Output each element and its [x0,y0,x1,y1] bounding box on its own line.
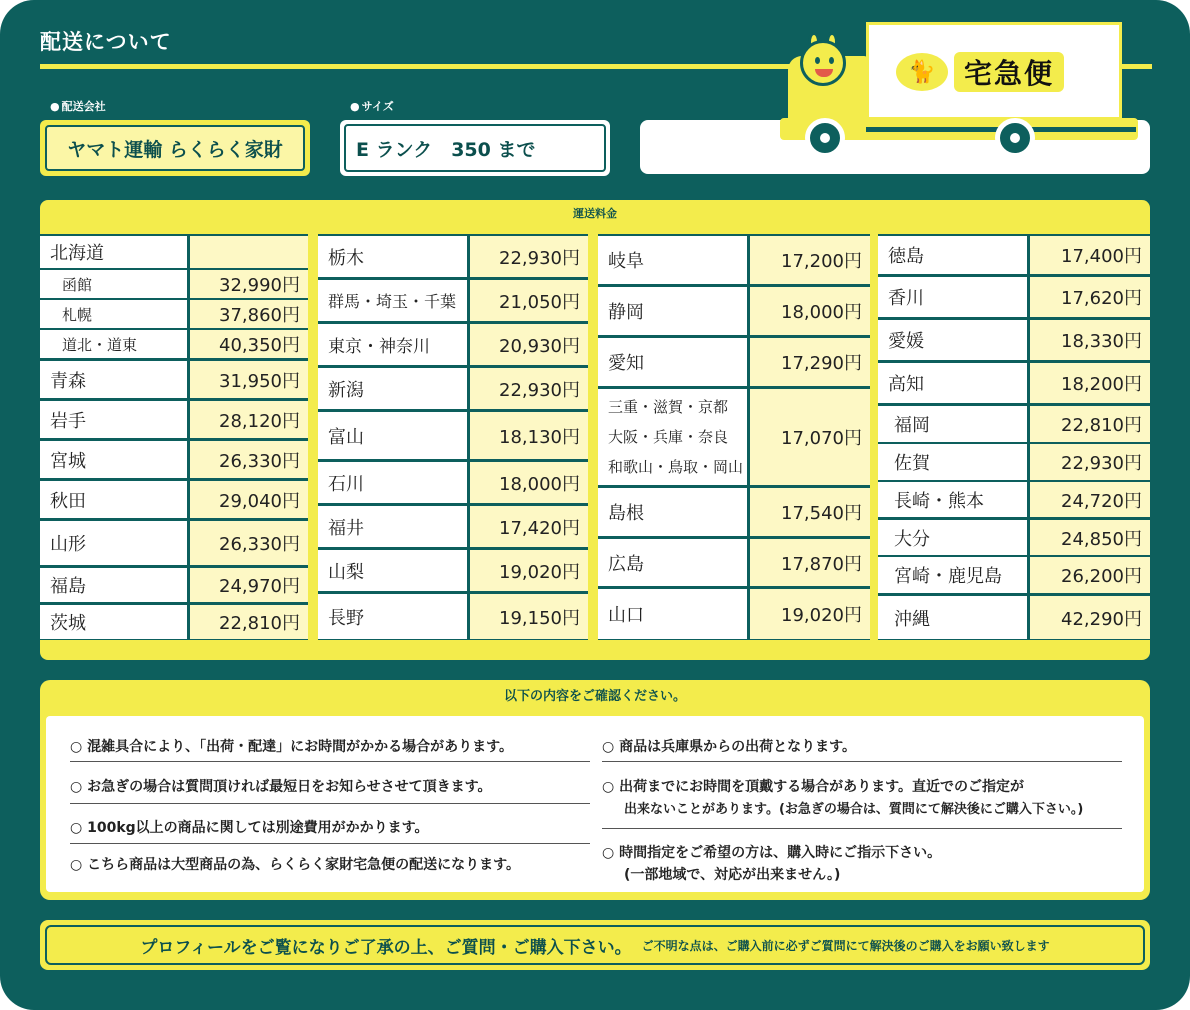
mascot-face-icon [800,40,846,86]
region-name: 沖縄 [878,596,1030,639]
fee: 22,930円 [470,368,588,409]
note-item: ○ こちら商品は大型商品の為、らくらく家財宅急便の配送になります。 [70,857,520,873]
rate-row [318,594,588,639]
fee: 17,540円 [750,488,870,536]
fee: 20,930円 [470,324,588,365]
fee: 18,200円 [1030,363,1150,403]
region-name: 宮城 [40,441,190,478]
fee: 18,000円 [470,462,588,503]
region-name: 福井 [318,506,470,547]
region-name: 道北・道東 [40,330,190,358]
note-item: ○ 100kg以上の商品に関しては別途費用がかかります。 [70,820,429,836]
rate-row [318,236,588,277]
region-name: 秋田 [40,481,190,518]
company-value: ヤマト運輸 らくらく家財 [45,125,305,171]
rate-column-3 [598,234,870,640]
footer-main-text: プロフィールをご覧になりご了承の上、ご質問・ご購入下さい。 [140,937,632,958]
region-name: 和歌山・鳥取・岡山 [608,458,744,476]
rate-table [40,200,1150,660]
fee: 18,000円 [750,287,870,335]
rate-row [878,406,1150,442]
note-item: ○ 混雑具合により、「出荷・配達」にお時間がかかる場合があります。 [70,739,513,755]
note-item: ○ 出荷までにお時間を頂戴する場合があります。直近でのご指定が [602,779,1024,795]
region-name: 愛媛 [878,320,1030,360]
region-name: 福島 [40,568,190,602]
page-title: 配送について [40,30,172,54]
fee: 28,120円 [190,401,308,438]
rate-row [40,441,308,478]
rate-row [318,412,588,459]
fee: 29,040円 [190,481,308,518]
rate-row [598,338,870,386]
rate-row [40,236,308,268]
fee: 17,070円 [750,389,870,485]
rate-row [40,300,308,328]
note-item: ○ お急ぎの場合は質問頂ければ最短日をお知らせさせて頂きます。 [70,779,492,795]
rate-row [40,361,308,398]
rate-row [878,277,1150,317]
wheel-icon [995,118,1035,158]
takkyubin-logo [896,50,1096,94]
region-name: 徳島 [878,236,1030,274]
rate-row [878,363,1150,403]
region-name: 大阪・兵庫・奈良 [608,428,729,446]
rate-row [40,330,308,358]
fee: 17,200円 [750,236,870,284]
confirmation-body [46,716,1144,892]
rate-row [878,520,1150,555]
rate-row [878,444,1150,480]
region-name: 山梨 [318,550,470,591]
rate-row [40,401,308,438]
rate-row [318,550,588,591]
rate-row [598,236,870,284]
region-name: 島根 [598,488,750,536]
fee: 19,150円 [470,594,588,639]
region-name: 山口 [598,589,750,639]
fee: 17,620円 [1030,277,1150,317]
divider [70,803,590,804]
fee: 26,330円 [190,521,308,565]
region-name: 東京・神奈川 [318,324,470,365]
truck-rail [1122,64,1152,69]
fee [190,236,308,268]
divider [70,761,590,762]
region-name: 佐賀 [878,444,1030,480]
rate-row [598,287,870,335]
region-name: 香川 [878,277,1030,317]
region-name: 群馬・埼玉・千葉 [318,280,470,321]
region-name: 愛知 [598,338,750,386]
divider [70,843,590,844]
region-name: 山形 [40,521,190,565]
note-item-cont: 出来ないことがあります。(お急ぎの場合は、質問にて解決後にご購入下さい。) [624,802,1084,817]
fee: 17,290円 [750,338,870,386]
rate-column-2 [318,234,588,640]
region-name: 長野 [318,594,470,639]
rate-row [598,488,870,536]
region-name: 静岡 [598,287,750,335]
region-name: 石川 [318,462,470,503]
title-underline [40,64,840,69]
rate-row [40,568,308,602]
region-name: 岐阜 [598,236,750,284]
rate-row [40,270,308,298]
fee: 17,420円 [470,506,588,547]
rate-column-4 [878,234,1150,640]
region-name: 北海道 [40,236,190,268]
fee: 22,810円 [190,605,308,639]
fee: 18,130円 [470,412,588,459]
confirmation-section [40,680,1150,900]
rate-row [318,368,588,409]
region-name: 新潟 [318,368,470,409]
company-label: ● 配送会社 [50,98,106,114]
fee: 19,020円 [750,589,870,639]
fee: 42,290円 [1030,596,1150,639]
fee: 19,020円 [470,550,588,591]
fee: 37,860円 [190,300,308,328]
fee: 26,330円 [190,441,308,478]
fee: 17,400円 [1030,236,1150,274]
rate-row [598,589,870,639]
note-item-cont: (一部地域で、対応が出来ません。) [624,867,841,883]
rate-row [318,280,588,321]
rate-row [598,539,870,586]
region-name: 福岡 [878,406,1030,442]
rate-row [318,506,588,547]
divider [602,761,1122,762]
fee: 22,930円 [470,236,588,277]
region-name: 広島 [598,539,750,586]
fee: 22,930円 [1030,444,1150,480]
rate-row [40,521,308,565]
region-name: 札幌 [40,300,190,328]
fee: 18,330円 [1030,320,1150,360]
region-name-group [598,389,750,485]
region-name: 長崎・熊本 [878,482,1030,517]
region-name: 栃木 [318,236,470,277]
fee: 24,850円 [1030,520,1150,555]
rate-column-1 [40,234,308,640]
wheel-icon [805,118,845,158]
region-name: 三重・滋賀・京都 [608,398,729,416]
fee: 32,990円 [190,270,308,298]
fee: 22,810円 [1030,406,1150,442]
rate-row [878,596,1150,639]
footer-inner [45,925,1145,965]
footer-sub-text: ご不明な点は、ご購入前に必ずご質問にて解決後のご購入をお願い致します [641,938,1050,953]
region-name: 大分 [878,520,1030,555]
rate-row [878,320,1150,360]
footer-banner [40,920,1150,970]
region-name: 高知 [878,363,1030,403]
rate-row [318,324,588,365]
company-box [40,120,310,176]
region-name: 岩手 [40,401,190,438]
note-item: ○ 時間指定をご希望の方は、購入時にご指示下さい。 [602,845,942,861]
rate-row [878,482,1150,517]
black-cat-icon: 🐈 [896,53,948,91]
confirmation-title: 以下の内容をご確認ください。 [503,689,686,704]
size-box [340,120,610,176]
rate-row [318,462,588,503]
fee: 24,720円 [1030,482,1150,517]
rate-row [878,236,1150,274]
rate-row [598,389,870,485]
fee: 24,970円 [190,568,308,602]
divider [602,828,1122,829]
rate-row [40,605,308,639]
region-name: 函館 [40,270,190,298]
rate-table-title: 運送料金 [573,207,617,220]
fee: 17,870円 [750,539,870,586]
rate-row [878,557,1150,593]
fee: 31,950円 [190,361,308,398]
fee: 21,050円 [470,280,588,321]
region-name: 青森 [40,361,190,398]
region-name: 茨城 [40,605,190,639]
size-value: E ランク 350 まで [356,138,536,161]
fee: 26,200円 [1030,557,1150,593]
logo-text: 宅急便 [954,52,1064,92]
region-name: 富山 [318,412,470,459]
region-name: 宮崎・鹿児島 [878,557,1030,593]
note-item: ○ 商品は兵庫県からの出荷となります。 [602,739,856,755]
fee: 40,350円 [190,330,308,358]
size-label: ● サイズ [350,98,394,114]
rate-row [40,481,308,518]
